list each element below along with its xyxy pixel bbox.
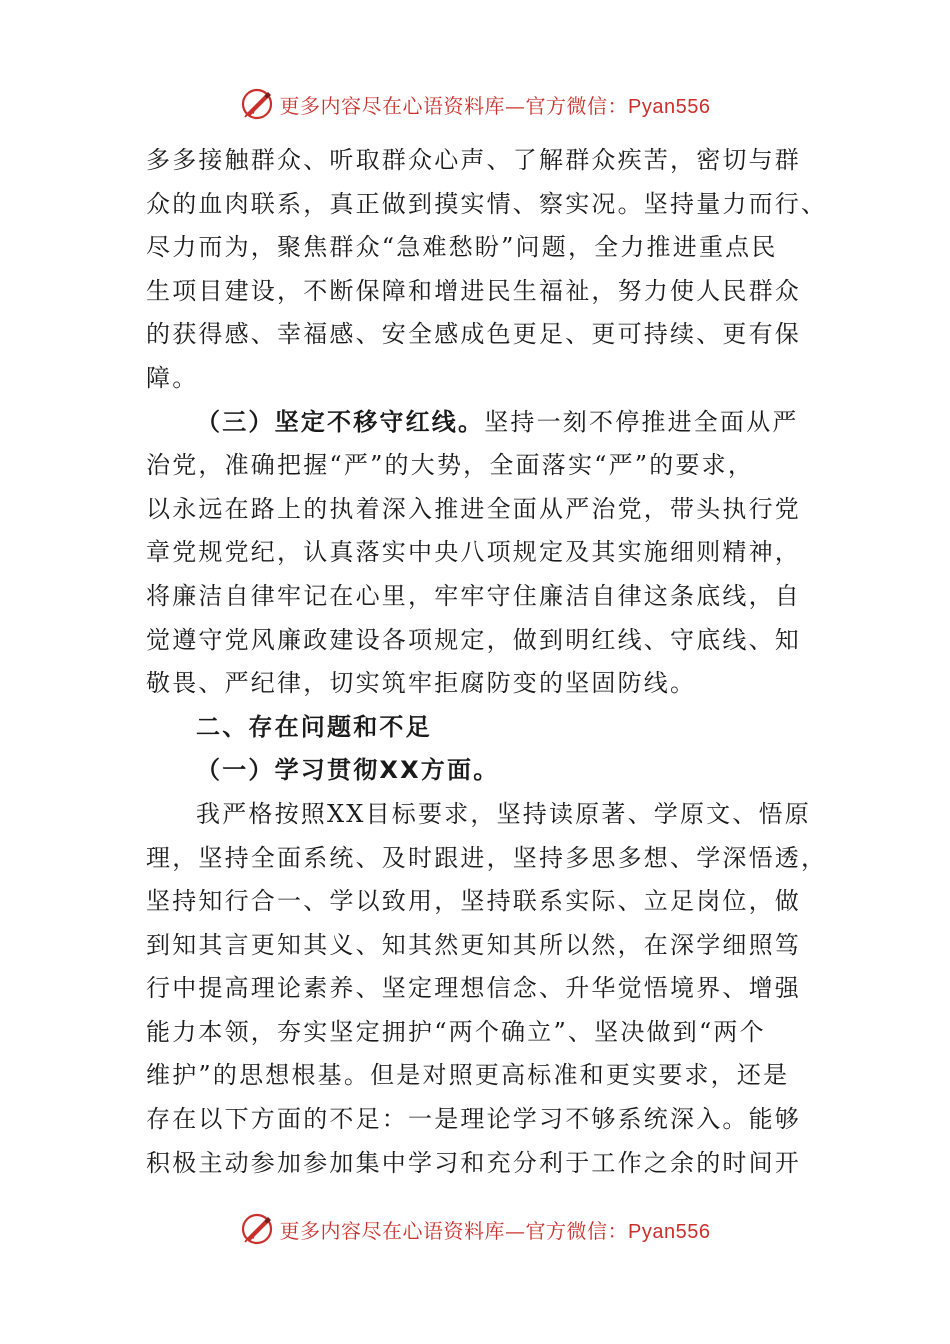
body-line: 坚持知行合一、学以致用，坚持联系实际、立足岗位，做 (146, 887, 801, 916)
body-line: 理，坚持全面系统、及时跟进，坚持多思多想、学深悟透， (146, 843, 828, 872)
body-line: 存在以下方面的不足：一是理论学习不够系统深入。能够 (146, 1105, 801, 1134)
document-body (146, 139, 828, 1185)
pen-circle-logo-icon (240, 87, 274, 121)
watermark-text (280, 1215, 711, 1244)
body-line: 我严格按照XX目标要求，坚持读原著、学原文、悟原 (196, 799, 811, 828)
watermark-account: Pyan556 (628, 1220, 711, 1243)
section-heading-3: （三）坚定不移守红线。 (196, 407, 485, 436)
chapter-heading: 二、存在问题和不足 (196, 712, 432, 741)
body-line: 敬畏、严纪律，切实筑牢拒腐防变的坚固防线。 (146, 669, 697, 698)
section-paragraph-start (146, 401, 806, 445)
body-line-text: 坚持一刻不停推进全面从严 (484, 407, 799, 436)
body-line: 能力本领，夯实坚定拥护“两个确立”、坚决做到“两个 (146, 1017, 766, 1046)
body-line: 的获得感、幸福感、安全感成色更足、更可持续、更有保 (146, 320, 801, 349)
body-line: 觉遵守党风廉政建设各项规定，做到明红线、守底线、知 (146, 625, 801, 654)
body-line: 障。 (146, 363, 199, 392)
body-line: 积极主动参加参加集中学习和充分利于工作之余的时间开 (146, 1148, 801, 1177)
watermark-text (280, 90, 711, 119)
watermark-footer (0, 1209, 950, 1249)
body-line: 治党，准确把握“严”的大势，全面落实“严”的要求， (146, 451, 755, 480)
body-line: 多多接触群众、听取群众心声、了解群众疾苦，密切与群 (146, 146, 801, 174)
watermark-header (0, 84, 950, 124)
body-line: 行中提高理论素养、坚定理想信念、升华觉悟境界、增强 (146, 974, 801, 1003)
body-line: 以永远在路上的执着深入推进全面从严治党，带头执行党 (146, 494, 801, 523)
watermark-title: 更多内容尽在心语资料库—官方微信： (279, 93, 629, 118)
watermark-account: Pyan556 (628, 95, 711, 118)
pen-circle-logo-icon (240, 1212, 274, 1246)
body-line: 生项目建设，不断保障和增进民生福祉，努力使人民群众 (146, 276, 801, 305)
body-line: 众的血肉联系，真正做到摸实情、察实况。坚持量力而行、 (146, 189, 828, 218)
body-line: 到知其言更知其义、知其然更知其所以然，在深学细照笃 (146, 930, 801, 959)
body-line: 章党规党纪，认真落实中央八项规定及其实施细则精神， (146, 538, 801, 567)
body-line: 将廉洁自律牢记在心里，牢牢守住廉洁自律这条底线，自 (146, 581, 801, 610)
body-line: 维护”的思想根基。但是对照更高标准和更实要求，还是 (146, 1061, 790, 1090)
body-line: 尽力而为，聚焦群众“急难愁盼”问题，全力推进重点民 (146, 233, 778, 262)
subsection-heading: （一）学习贯彻XX方面。 (196, 756, 500, 785)
watermark-title: 更多内容尽在心语资料库—官方微信： (279, 1218, 629, 1243)
